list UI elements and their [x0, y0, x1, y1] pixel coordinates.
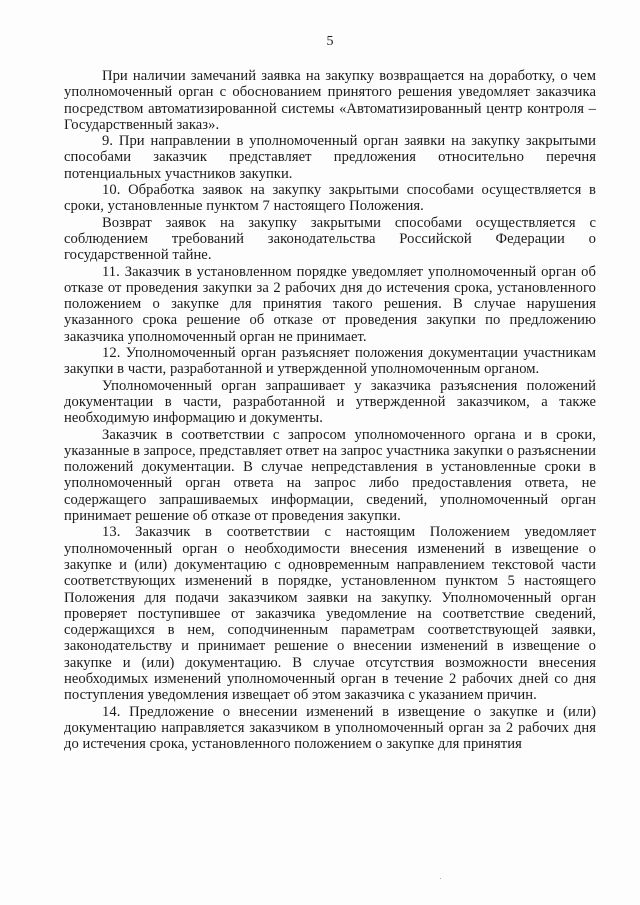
paragraph-item-11: 11. Заказчик в установленном порядке уведомляет уполномоченный орган об отказе от проведения закупки за 2 рабочих дня до истечения срока, установленного положением о закупке для принятия такого решения. В случае нарушения указанного срока решение об отказе от проведения закупки по предложению заказчика уполномоченный орган не принимает. [64, 263, 596, 345]
paragraph-clarification-request: Уполномоченный орган запрашивает у заказчика разъяснения положений документации в части, разработанной и утвержденной заказчиком, а также необходимую информацию и документы. [64, 377, 596, 427]
paragraph-item-10: 10. Обработка заявок на закупку закрытыми способами осуществляется в сроки, установленные пунктом 7 настоящего Положения. [64, 182, 596, 215]
paragraph-remarks-return: При наличии замечаний заявка на закупку возвращается на доработку, о чем уполномоченный орган с обоснованием принятого решения уведомляет заказчика посредством автоматизированной системы «Автоматизированный центр контроля – Государственный заказ». [64, 68, 596, 133]
paragraph-item-14: 14. Предложение о внесении изменений в извещение о закупке и (или) документацию направляется заказчиком в уполномоченный орган за 2 рабочих дня до истечения срока, установленного положением о закупке для принятия [64, 703, 596, 753]
scan-speck [440, 878, 441, 879]
page-number: 5 [326, 34, 334, 49]
paragraph-customer-response: Заказчик в соответствии с запросом уполномоченного органа и в сроки, указанные в запросе, представляет ответ на запрос участника закупки о разъяснении положений документации. В случае непредставления в установленные сроки в уполномоченный орган ответа на запрос либо предоставления ответа, не содержащего запрашиваемых информации, сведений, уполномоченный орган принимает решение об отказе от проведения закупки. [64, 426, 596, 525]
paragraph-return-closed: Возврат заявок на закупку закрытыми способами осуществляется с соблюдением требований законодательства Российской Федерации о государственной тайне. [64, 214, 596, 264]
paragraph-item-12: 12. Уполномоченный орган разъясняет положения документации участникам закупки в части, разработанной и утвержденной уполномоченным органом. [64, 345, 596, 378]
paragraph-item-13: 13. Заказчик в соответствии с настоящим Положением уведомляет уполномоченный орган о необходимости внесения изменений в извещение о закупке и (или) документацию с одновременным направлением текстовой части соответствующих изменений в порядке, установленном пунктом 5 настоящего Положения для подачи заказчиком заявки на закупку. Уполномоченный орган проверяет поступившее от заказчика уведомление на соответствие сведений, содержащихся в нем, соподчиненным параметрам соответствующей заявки, законодательству и принимает решение о внесении изменений в извещение о закупке и (или) документацию. В случае отсутствия возможности внесения необходимых изменений уполномоченный орган в течение 2 рабочих дней со дня поступления уведомления извещает об этом заказчика с указанием причин. [64, 524, 596, 704]
paragraph-item-9: 9. При направлении в уполномоченный орган заявки на закупку закрытыми способами заказчик представляет предложения относительно перечня потенциальных участников закупки. [64, 133, 596, 182]
